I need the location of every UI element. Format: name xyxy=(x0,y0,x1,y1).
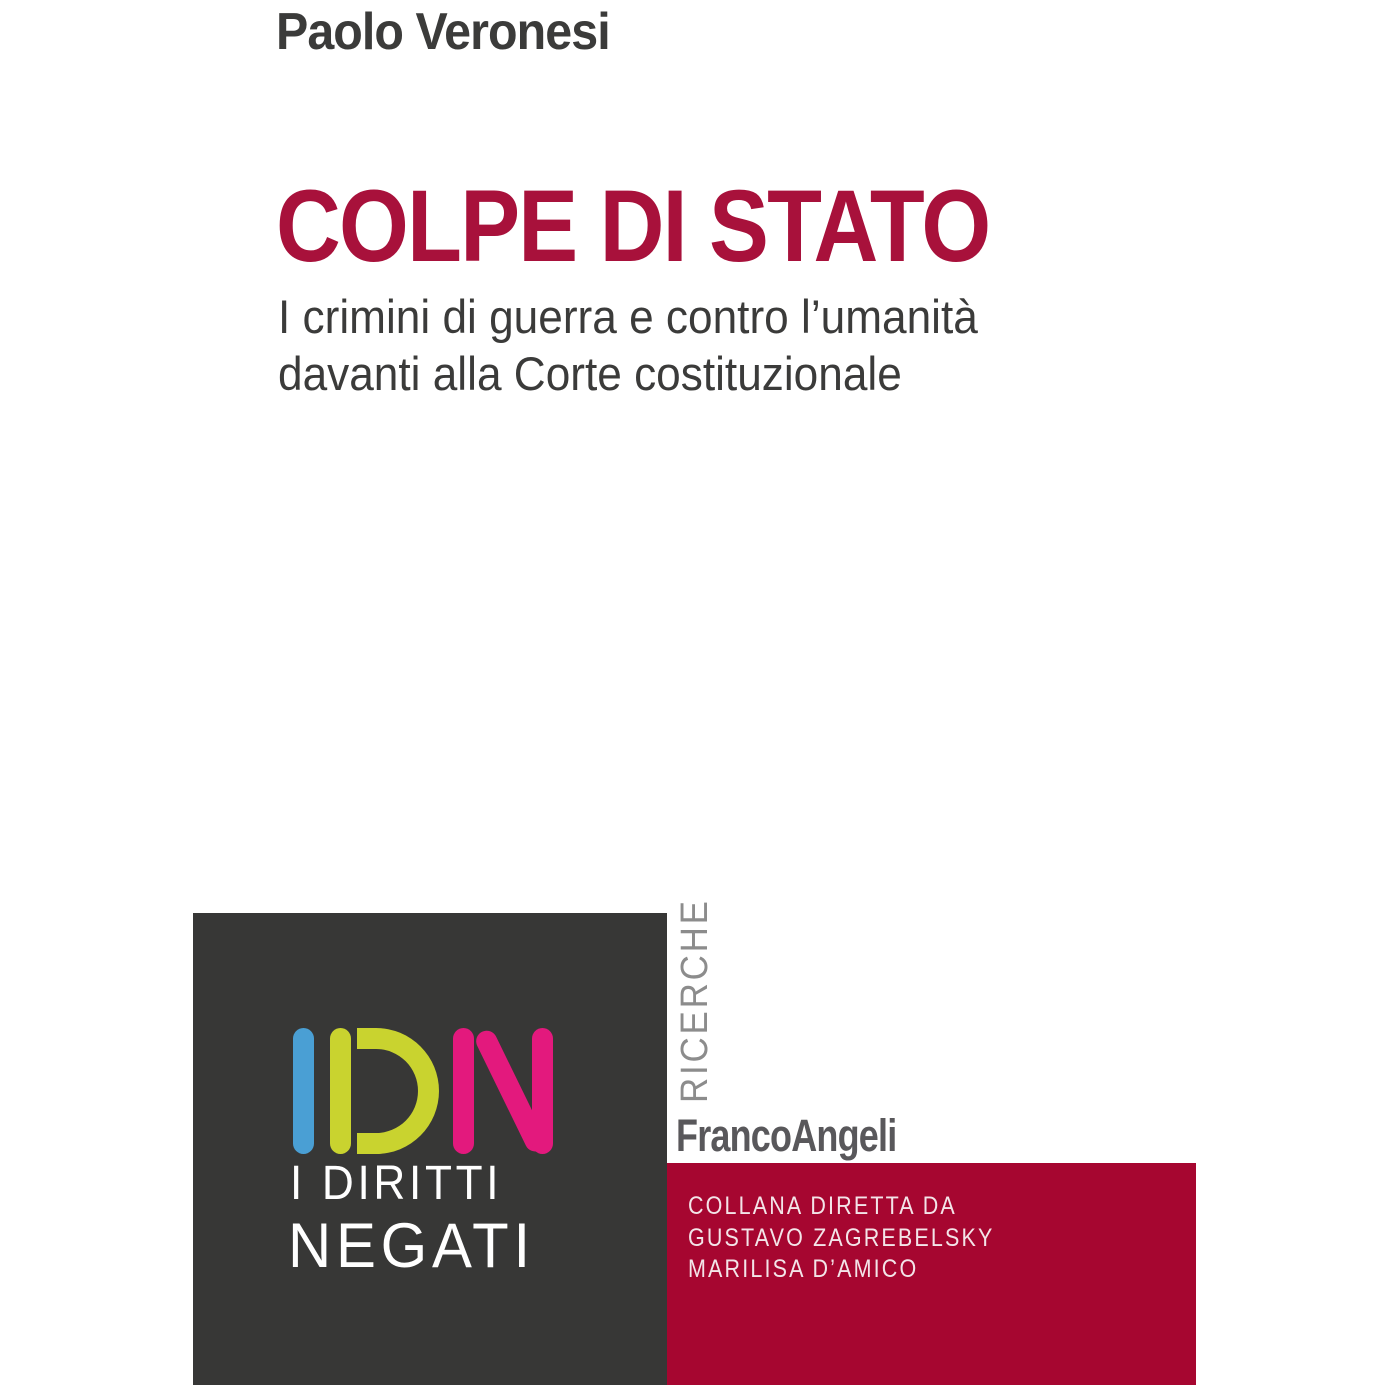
collana-credits xyxy=(688,1191,994,1286)
idn-letter-d-stem-icon xyxy=(330,1028,351,1154)
series-logo-panel xyxy=(193,913,667,1385)
idn-letter-i-icon xyxy=(293,1028,314,1154)
idn-letter-n-right-stem xyxy=(532,1028,553,1154)
author-name: Paolo Veronesi xyxy=(276,3,610,61)
subtitle-line-1: I crimini di guerra e contro l’umanità xyxy=(278,290,978,343)
collana-line-1: COLLANA DIRETTA DA xyxy=(688,1192,957,1220)
collana-line-3: MARILISA D’AMICO xyxy=(688,1255,919,1283)
idn-caption-line-2: NEGATI xyxy=(288,1211,535,1281)
publisher-logo: FrancoAngeli xyxy=(676,1110,897,1161)
collana-line-2: GUSTAVO ZAGREBELSKY xyxy=(688,1223,995,1252)
idn-letter-n-icon xyxy=(453,1028,553,1154)
idn-letter-d-bowl-icon xyxy=(357,1028,439,1154)
book-subtitle xyxy=(278,288,978,402)
series-name-vertical: RICERCHE xyxy=(674,898,716,1103)
subtitle-line-2: davanti alla Corte costituzionale xyxy=(278,347,902,400)
collana-panel xyxy=(667,1163,1196,1385)
idn-letter-n-left-stem xyxy=(453,1028,474,1154)
idn-caption-line-1: I DIRITTI xyxy=(290,1157,503,1210)
book-title: COLPE DI STATO xyxy=(276,169,990,283)
idn-logo-icon xyxy=(293,1028,553,1154)
